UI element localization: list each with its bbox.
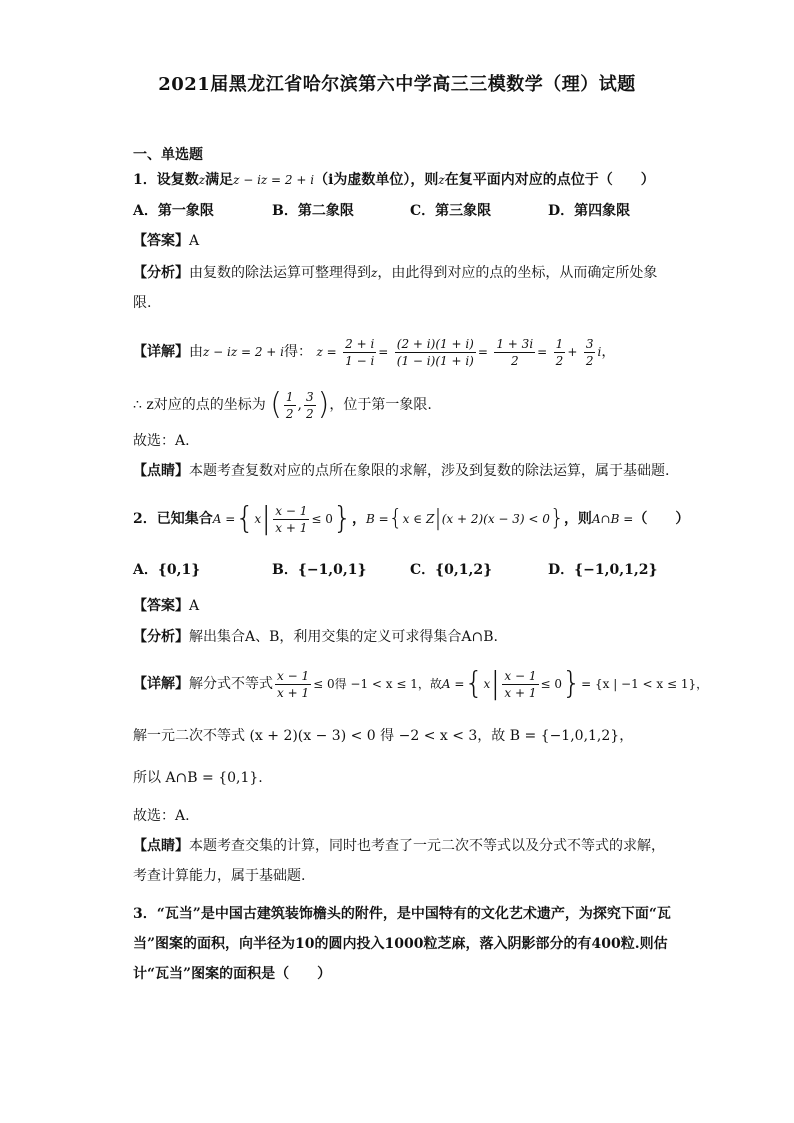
q1-detail-2: 得： <box>284 344 313 360</box>
q1-comment-tag: 【点睛】 <box>133 463 189 479</box>
q1-detail-tag: 【详解】 <box>133 344 189 360</box>
q1-frac-3: $\frac{1 + 3i}{2}$ <box>496 336 534 368</box>
q2-comment-cont: 考查计算能力，属于基础题. <box>133 868 306 884</box>
q1-answer <box>133 231 199 251</box>
q2-analysis: 【分析】解出集合A、B，利用交集的定义可求得集合A∩B. <box>133 629 498 645</box>
q3-line-1: 3．“瓦当”是中国古建筑装饰檐头的附件，是中国特有的文化艺术遗产，为探究下面“瓦 <box>133 906 671 922</box>
q3-line-2: 当”图案的面积，向半径为10的圆内投入1000粒芝麻，落入阴影部分的有400粒.则估 <box>133 936 668 952</box>
q2-line-2: 解一元二次不等式 (x + 2)(x − 3) < 0 得 −2 < x < 3，故 B = {−1,0,1,2}， <box>133 728 634 744</box>
q1-stem-c: （i为虚数单位），则 <box>314 172 439 188</box>
q1-stem-z: z <box>198 173 206 187</box>
q1-detail-1: 由 <box>189 344 203 360</box>
q1-frac-5: $\frac{3}{2}$ <box>585 336 594 368</box>
q1-analysis-cont: 限. <box>133 295 152 311</box>
q1-option-b: B．第二象限 <box>272 203 354 219</box>
q1-comment-text: 本题考查复数对应的点所在象限的求解，涉及到复数的除法运算，属于基础题. <box>189 463 670 479</box>
q1-point-x: $\frac{1}{2}$ <box>285 389 294 421</box>
q2-setA-frac: $\frac{x - 1}{x + 1}$ <box>275 503 308 535</box>
q2-option-b: B．{−1,0,1} <box>272 562 367 578</box>
q1-point: ∴ z对应的点的坐标为 ( $\frac{1}{2}$ , $\frac{3}{2}$ )，位于第一象限. <box>133 387 432 422</box>
q1-stem-d: 在复平面内对应的点位于（ ） <box>444 172 655 188</box>
q1-analysis-tag: 【分析】 <box>133 265 189 281</box>
q2-choose: 故选：A. <box>133 808 190 824</box>
q2-comment: 【点睛】本题考查交集的计算，同时也考查了一元二次不等式以及分式不等式的求解， <box>133 838 665 854</box>
q1-comment <box>133 461 669 481</box>
section-heading: 一、单选题 <box>133 147 203 163</box>
q1-stem-z2: z <box>438 173 445 187</box>
q2-stem-a: 2．已知集合 <box>133 511 213 527</box>
q2-detail-frac-2: $\frac{x - 1}{x + 1}$ <box>504 668 537 700</box>
page-title: 2021届黑龙江省哈尔滨第六中学高三三模数学（理）试题 <box>158 74 636 95</box>
q1-frac-2: $\frac{(2 + i)(1 + i)}{(1 - i)(1 + i)}$ <box>396 336 474 368</box>
q1-option-c: C．第三象限 <box>410 203 492 219</box>
q1-frac-4: $\frac{1}{2}$ <box>555 336 564 368</box>
q3-line-3: 计“瓦当”图案的面积是（ ） <box>133 966 332 982</box>
q1-detail-eq: z − iz = 2 + i <box>203 345 285 359</box>
q1-frac-1: $\frac{2 + i}{1 - i}$ <box>345 336 375 368</box>
q1-analysis-z: z <box>371 266 378 280</box>
q1-answer-value: A <box>189 233 200 249</box>
q1-detail: 【详解】由z − iz = 2 + i得： z = $\frac{2 + i}{1 - i}$ = $\frac{(2 + i)(1 + i)}{(1 - i)(1 + i)}$ = $\frac{1 + 3i}{2}$ = $\frac{1}{2}$ + $\frac{3}{2}$ i， <box>133 336 616 368</box>
q2-line-3: 所以 A∩B = {0,1}. <box>133 770 263 786</box>
q1-option-d: D．第四象限 <box>548 203 631 219</box>
q1-analysis <box>133 263 657 283</box>
q1-answer-tag: 【答案】 <box>133 233 189 249</box>
q2-option-d: D．{−1,0,1,2} <box>548 562 658 578</box>
q1-point-2: ，位于第一象限. <box>329 397 432 413</box>
q2-detail-frac: $\frac{x - 1}{x + 1}$ <box>277 668 310 700</box>
q1-point-1: ∴ z对应的点的坐标为 <box>133 397 266 413</box>
q1-analysis-2: ，由此得到对应的点的坐标，从而确定所处象 <box>377 265 658 281</box>
q1-stem-eq: z − iz = 2 + i <box>233 173 315 187</box>
q2-option-c: C．{0,1,2} <box>410 562 493 578</box>
q2-stem: 2．已知集合A ={x| $\frac{x - 1}{x + 1}$ ≤ 0}，B ={x ∈ Z|(x + 2)(x − 3) < 0}，则A∩B =（ ） <box>133 501 690 536</box>
q2-answer: 【答案】A <box>133 598 200 614</box>
q1-point-y: $\frac{3}{2}$ <box>306 389 314 421</box>
q1-stem-a: 1．设复数 <box>133 172 199 188</box>
q1-option-a: A．第一象限 <box>133 203 214 219</box>
q1-stem <box>133 170 655 190</box>
q2-detail: 【详解】解分式不等式 $\frac{x - 1}{x + 1}$ ≤ 0得 −1 < x ≤ 1，故A ={x| $\frac{x - 1}{x + 1}$ ≤ 0}= {x | −1 < x ≤ 1}， <box>133 666 709 701</box>
q1-choose: 故选：A. <box>133 433 190 449</box>
q1-detail-z: z = <box>316 345 337 359</box>
q2-option-a: A．{0,1} <box>133 562 201 578</box>
q1-analysis-1: 由复数的除法运算可整理得到 <box>189 265 371 281</box>
q1-stem-b: 满足 <box>205 172 234 188</box>
